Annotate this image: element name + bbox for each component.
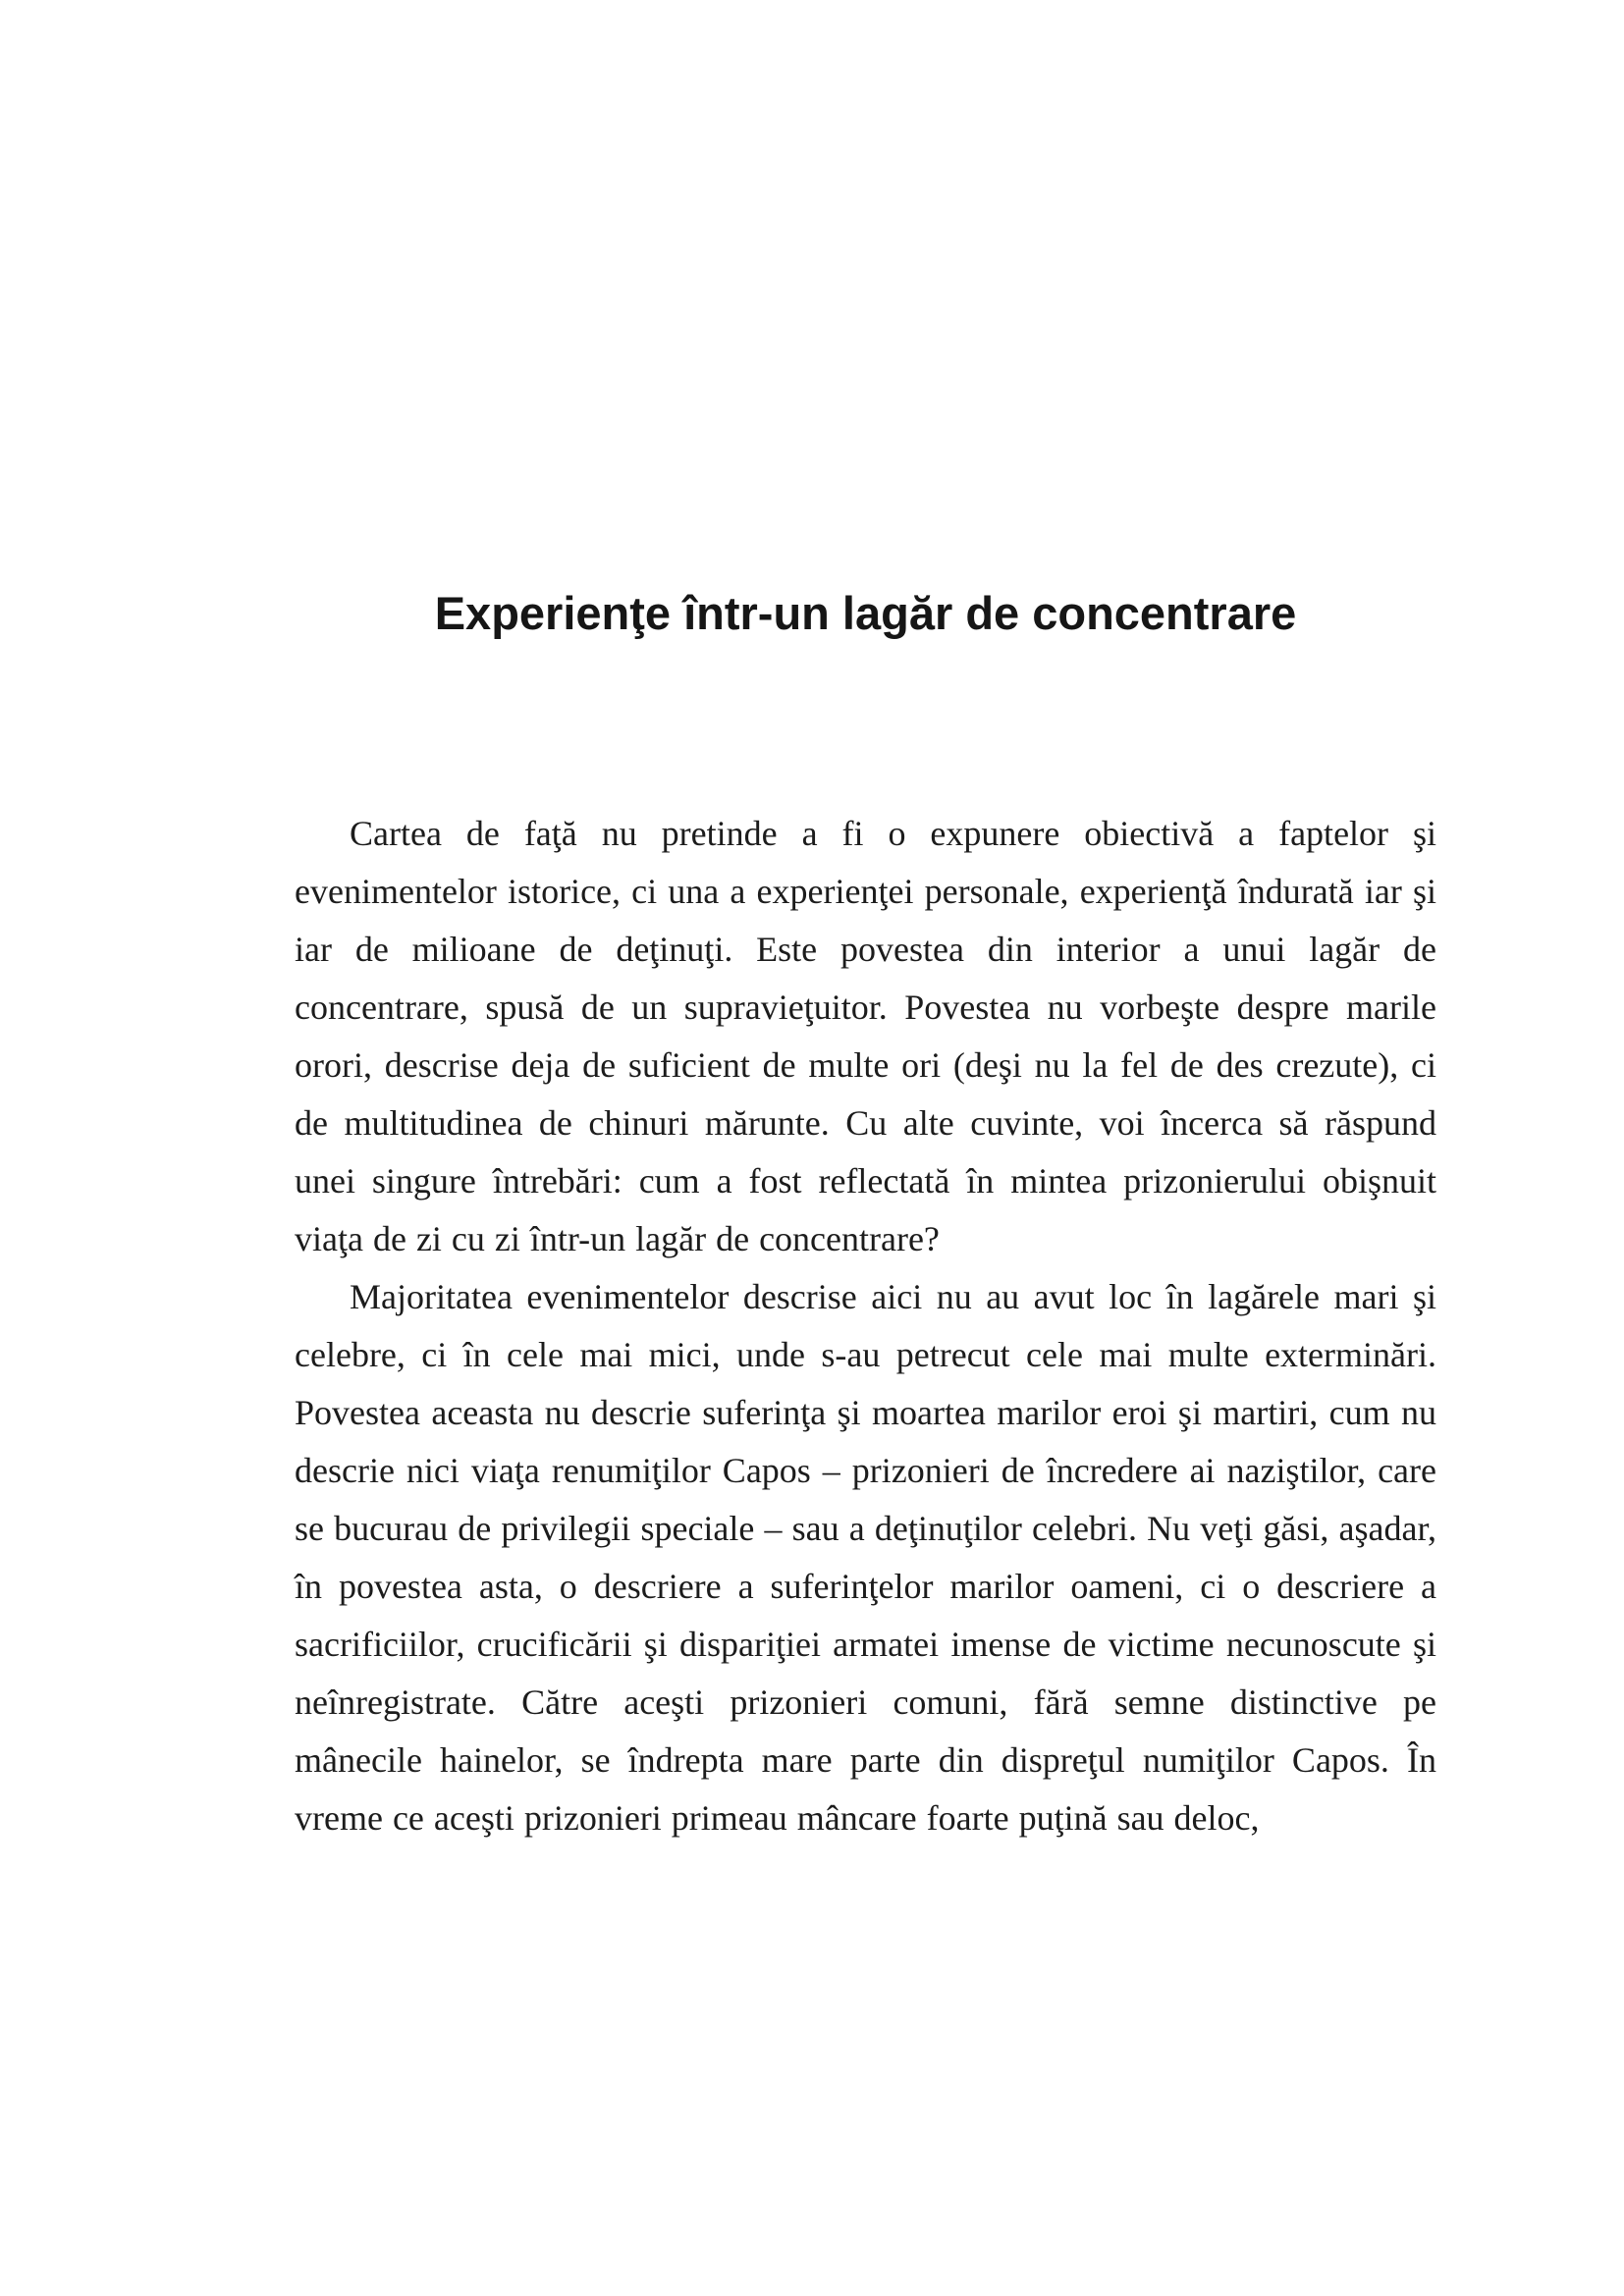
body-paragraph: Cartea de faţă nu pretinde a fi o expunere obiectivă a faptelor şi evenimentelor istorice, ci una a experienţei personale, experienţă îndurată iar şi iar de milioane de deţinuţi. Este povestea din interior a unui lagăr de concentrare, spusă de un supravieţuitor. Povestea nu vorbeşte despre marile orori, descrise deja de suficient de multe ori (deşi nu la fel de des crezute), ci de multitudinea de chinuri mărunte. Cu alte cuvinte, voi încerca să răspund unei singure întrebări: cum a fost reflectată în mintea prizonierului obişnuit viaţa de zi cu zi într-un lagăr de concentrare? (295, 814, 1436, 1259)
body-paragraph: Majoritatea evenimentelor descrise aici nu au avut loc în lagărele mari şi celebre, ci în cele mai mici, unde s-au petrecut cele mai multe exterminări. Povestea aceasta nu descrie suferinţa şi moartea marilor eroi şi martiri, cum nu descrie nici viaţa renumiţilor Capos – prizonieri de încredere ai naziştilor, care se bucurau de privilegii speciale – sau a deţinuţilor celebri. Nu veţi găsi, aşadar, în povestea asta, o descriere a suferinţelor marilor oameni, ci o descriere a sacrificiilor, crucificării şi dispariţiei armatei imense de victime necunoscute şi neînregistrate. Către aceşti prizonieri comuni, fără semne distinctive pe mânecile hainelor, se îndrepta mare parte din dispreţul numiţilor Capos. În vreme ce aceşti prizonieri primeau mâncare foarte puţină sau deloc, (295, 1277, 1436, 1839)
paragraphs (295, 805, 1436, 1847)
chapter-title: Experienţe într-un lagăr de concentrare (434, 587, 1297, 639)
text-block (295, 587, 1436, 1847)
